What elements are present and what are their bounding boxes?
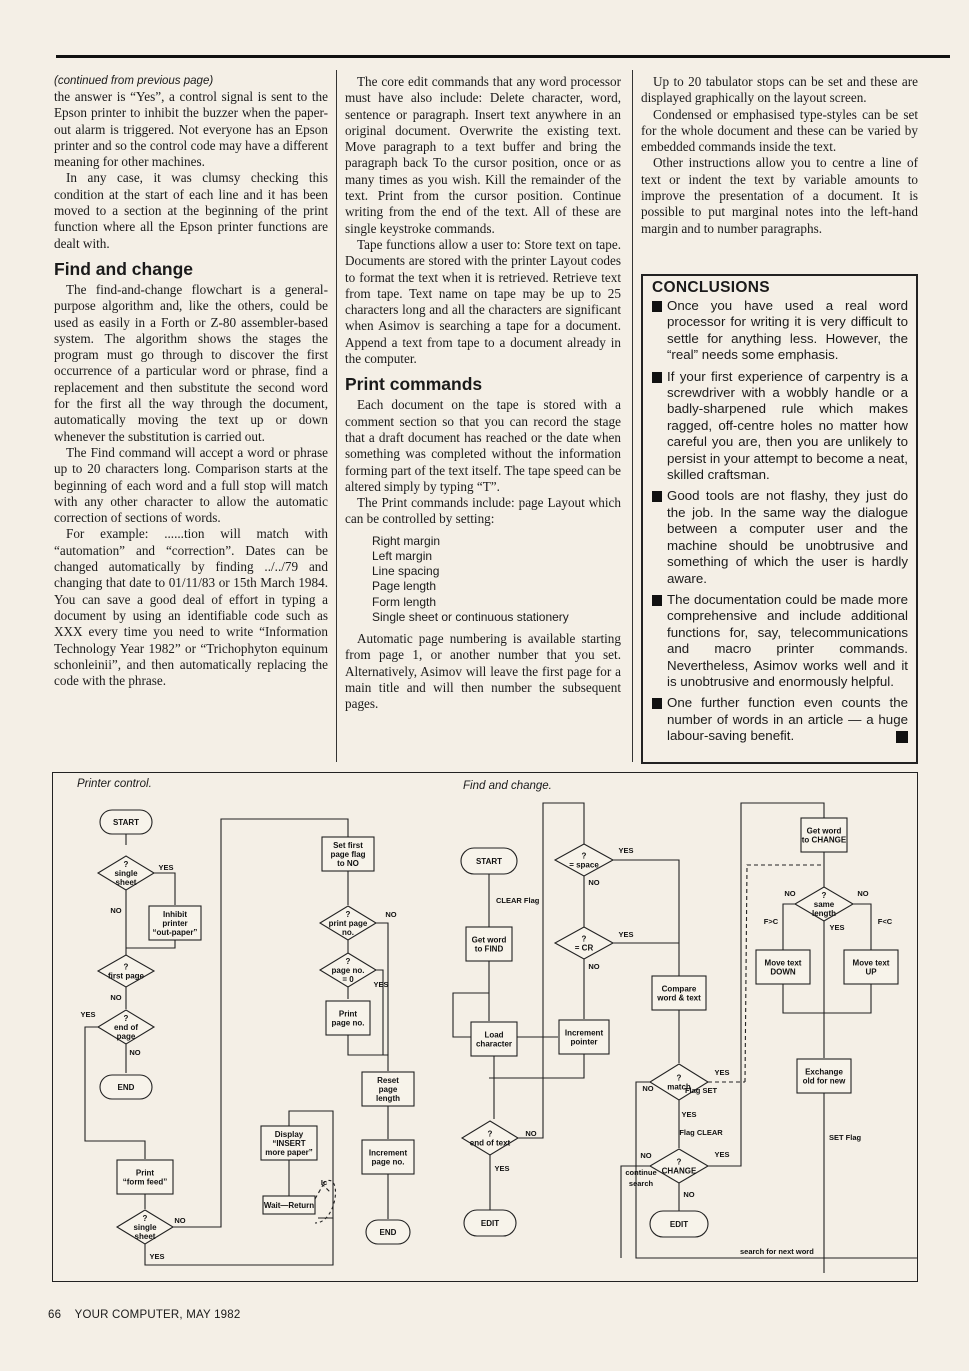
top-rule bbox=[56, 55, 950, 58]
page-number: 66 bbox=[48, 1309, 62, 1321]
search-next-word-label: search for next word bbox=[740, 1247, 814, 1256]
yes-label: YES bbox=[373, 980, 389, 989]
square-bullet-icon bbox=[652, 301, 662, 312]
display-insert-paper-box-text-line: “INSERT bbox=[272, 1139, 306, 1148]
article-column-2 bbox=[345, 74, 621, 712]
reset-page-length-box-text bbox=[376, 1076, 400, 1103]
flowchart-labels bbox=[80, 818, 892, 1261]
set-flag-label: SET Flag bbox=[829, 1133, 862, 1142]
f-greater-c-label: F>C bbox=[763, 917, 779, 926]
connector bbox=[173, 819, 348, 1227]
same-length-decision-text-line: same bbox=[813, 900, 835, 909]
page-no-zero-decision-text-line: ? bbox=[345, 957, 351, 966]
paragraph: The core edit commands that any word processor must have also include: Delete character, word, sentence or paragraph. Insert text anywhere in an original document. Overwrite the existing text. Move paragraph to a text buffer and bring the paragraph back To the cursor position, once or as many times as you wish. Kill the remainder of the text. Print from the cursor position. Continue writing from the end of the text. All of these are single keystroke commands. bbox=[345, 74, 621, 236]
caption-find-and-change: Find and change. bbox=[463, 780, 552, 792]
set-first-page-box-text-line: Set first bbox=[333, 841, 363, 850]
yes-label: YES bbox=[714, 1068, 730, 1077]
match-decision-text-line: match bbox=[667, 1082, 691, 1092]
square-bullet-icon bbox=[652, 372, 662, 383]
column-divider bbox=[336, 70, 337, 762]
yes-label: YES bbox=[618, 930, 634, 939]
no-label: NO bbox=[110, 906, 122, 915]
no-label: NO bbox=[683, 1190, 695, 1199]
printer-end-terminal-2-text-line: END bbox=[379, 1228, 397, 1237]
display-insert-paper-box-text-line: more paper” bbox=[265, 1148, 313, 1157]
no-label: NO bbox=[129, 1048, 141, 1057]
reset-page-length-box-text-line: length bbox=[376, 1094, 400, 1103]
find-edit-terminal-text bbox=[481, 1219, 499, 1228]
no-label: NO bbox=[110, 993, 122, 1002]
page-footer bbox=[48, 1309, 240, 1321]
paragraph: The Print commands include: page Layout which can be controlled by setting: bbox=[345, 495, 621, 527]
square-bullet-icon bbox=[652, 595, 662, 606]
conclusions-box bbox=[641, 274, 918, 764]
list-item: Page length bbox=[372, 579, 437, 594]
list-item: Left margin bbox=[372, 548, 433, 563]
paragraph: The Find command will accept a word or phrase up to 20 characters long. Comparison starts at the beginning of each word and a full stop will match with any other character to allow the automatic correction of sections of words. bbox=[54, 444, 328, 526]
compare-word-text-box-text-line: Compare bbox=[661, 984, 697, 994]
page-no-zero-decision-text-line: page no. bbox=[331, 966, 365, 975]
move-text-up-box-text-line: Move text bbox=[852, 958, 890, 968]
f-less-c-label: F<C bbox=[877, 917, 893, 926]
printer-start-terminal-text-line: START bbox=[112, 818, 140, 827]
page-no-zero-decision-text-line: = 0 bbox=[342, 975, 354, 984]
conclusion-text: If your first experience of carpentry is a screwdriver with a wobbly handle or a badly-sharpened rule which makes ragged, off-centre holes no matter how careful you are, then you are unlikely to persist in your attempt to become a neat, skilled craftsman. bbox=[667, 368, 908, 483]
yes-label: YES bbox=[158, 863, 174, 872]
continued-note: (continued from previous page) bbox=[54, 75, 214, 87]
continue-label: continue bbox=[625, 1168, 657, 1177]
paragraph: the answer is “Yes”, a control signal is sent to the Epson printer to inhibit the buzzer when the paper-out alarm is triggered. Not everyone has an Epson printer and so the control code may have a different meaning for other machines. bbox=[54, 89, 328, 170]
print-page-no-decision-text-line: ? bbox=[345, 910, 351, 919]
list-item: Single sheet or continuous stationery bbox=[372, 609, 569, 624]
no-label: NO bbox=[385, 910, 397, 919]
no-label: NO bbox=[588, 878, 600, 887]
connector bbox=[154, 873, 175, 905]
same-length-decision-text-line: ? bbox=[821, 891, 827, 900]
layout-settings-list bbox=[345, 534, 621, 625]
get-word-find-box-text-line: Get word bbox=[471, 935, 507, 945]
flag-set-label: Flag SET bbox=[684, 1086, 718, 1095]
no-label: NO bbox=[525, 1129, 537, 1138]
cr-decision-text-line: ? bbox=[581, 934, 587, 944]
list-item: Right margin bbox=[372, 533, 441, 548]
single-sheet-decision-2-text-line: single bbox=[133, 1223, 157, 1232]
cr-decision-text-line: = CR bbox=[574, 943, 594, 953]
connector bbox=[783, 904, 795, 950]
single-sheet-decision-2-text-line: sheet bbox=[134, 1232, 156, 1241]
list-item: Form length bbox=[372, 594, 437, 609]
paragraph: Automatic page numbering is available starting from page 1, or another number that you set. Alternatively, Asimov will leave the first page for a main title and will then number the subsequent pages. bbox=[345, 630, 621, 712]
single-sheet-decision-2-text-line: ? bbox=[142, 1214, 148, 1223]
clear-flag-label: CLEAR Flag bbox=[496, 896, 540, 905]
conclusion-item bbox=[652, 488, 908, 586]
compare-word-text-box-text-line: word & text bbox=[657, 993, 701, 1003]
increment-page-no-box-text-line: Increment bbox=[368, 1148, 408, 1158]
increment-pointer-box-text-line: Increment bbox=[564, 1028, 604, 1038]
conclusion-item bbox=[652, 369, 908, 484]
print-page-no-box-text-line: page no. bbox=[331, 1018, 365, 1028]
end-of-text-decision-text-line: end of text bbox=[469, 1138, 511, 1148]
find-edit-terminal-2-text-line: EDIT bbox=[669, 1220, 689, 1229]
set-first-page-box-text-line: page flag bbox=[330, 850, 366, 859]
first-page-decision-text-line: first page bbox=[107, 971, 145, 981]
no-label: NO bbox=[642, 1084, 654, 1093]
end-of-page-decision-text-line: page bbox=[116, 1032, 136, 1041]
move-text-down-box-text-line: DOWN bbox=[770, 967, 796, 977]
increment-page-no-box-text-line: page no. bbox=[371, 1157, 405, 1167]
connector bbox=[853, 904, 871, 950]
magazine-issue: YOUR COMPUTER, MAY 1982 bbox=[74, 1309, 241, 1321]
wait-return-box-text bbox=[264, 1201, 314, 1210]
print-page-no-decision-text-line: print page bbox=[328, 919, 368, 928]
yes-label: YES bbox=[149, 1252, 165, 1261]
exchange-old-for-new-box-text-line: old for new bbox=[802, 1076, 846, 1086]
no-label: NO bbox=[784, 889, 796, 898]
conclusion-item bbox=[652, 592, 908, 690]
exchange-old-for-new-box-text bbox=[803, 1068, 846, 1086]
paragraph: The find-and-change flowchart is a general-purpose algorithm and, like the others, could be used as easily in a Forth or Z-80 assembler-based system. The algorithm shows the stages the program must go through to discover the first occurrence of a particular word or phrase, find a replacement and then substitute the second word for the first all the way through the document, automatically moving the text up or down whenever the substitution is carried out. bbox=[54, 281, 328, 444]
flag-clear-label: Flag CLEAR bbox=[679, 1128, 723, 1137]
find-start-terminal-text-line: START bbox=[475, 857, 503, 866]
conclusion-text: One further function even counts the number of words in an article — a huge labour-saving benefit. bbox=[667, 695, 908, 744]
printer-end-terminal-text-line: END bbox=[117, 1083, 135, 1092]
print-form-feed-box-text-line: Print bbox=[135, 1168, 155, 1178]
change-decision-text-line: ? bbox=[676, 1157, 682, 1167]
conclusion-item bbox=[652, 298, 908, 364]
caption-printer-control: Printer control. bbox=[77, 778, 152, 790]
conclusion-text: Once you have used a real word processor for writing it is very difficult to settle for anything less. However, the “real” needs some emphasis. bbox=[667, 298, 908, 363]
yes-label: YES bbox=[494, 1164, 510, 1173]
no-label: NO bbox=[640, 1151, 652, 1160]
no-label: NO bbox=[174, 1216, 186, 1225]
end-mark-icon bbox=[896, 731, 908, 743]
paragraph: Tape functions allow a user to: Store text on tape. Documents are stored with the printer Layout codes to format the text when it is retrieved. Retrieve text from tape. Text name on tape may be up to 25 characters long and all the characters are significant when Asimov is searching a tape for a document. Append a text from tape to a document already in the computer. bbox=[345, 236, 621, 367]
find-edit-terminal-2-text bbox=[670, 1220, 688, 1229]
printer-end-terminal-text bbox=[118, 1083, 135, 1092]
column-divider bbox=[632, 70, 633, 762]
yes-label: YES bbox=[714, 1150, 730, 1159]
reset-page-length-box-text-line: Reset bbox=[377, 1076, 399, 1085]
connector bbox=[613, 860, 679, 976]
move-text-up-box-text-line: UP bbox=[865, 967, 877, 977]
match-decision-text-line: ? bbox=[676, 1073, 682, 1083]
print-form-feed-box-text-line: “form feed” bbox=[122, 1177, 168, 1187]
space-decision-text-line: = space bbox=[569, 860, 599, 870]
printer-end-terminal-2-text bbox=[380, 1228, 397, 1237]
get-word-change-box-text-line: to CHANGE bbox=[801, 835, 847, 845]
find-start-terminal-text bbox=[476, 857, 502, 866]
connector bbox=[348, 1035, 388, 1071]
exchange-old-for-new-box-text-line: Exchange bbox=[805, 1067, 843, 1077]
get-word-change-box-text bbox=[802, 827, 847, 845]
paragraph: In any case, it was clumsy checking this condition at the start of each line and it has been moved to a section at the beginning of the print function where all the Epson printer functions are dealt with. bbox=[54, 170, 328, 251]
flowchart-figure bbox=[52, 772, 918, 1282]
compare-word-text-box-text bbox=[656, 985, 701, 1003]
conclusions-title: CONCLUSIONS bbox=[652, 279, 770, 296]
increment-pointer-box-text-line: pointer bbox=[570, 1037, 598, 1047]
single-sheet-decision-text-line: ? bbox=[123, 860, 129, 869]
section-heading: Find and change bbox=[54, 258, 194, 279]
article-column-1 bbox=[54, 74, 328, 689]
end-of-text-decision-text-line: ? bbox=[487, 1129, 493, 1139]
move-text-down-box-text-line: Move text bbox=[764, 958, 802, 968]
same-length-decision-text-line: length bbox=[812, 909, 836, 918]
reset-page-length-box-text-line: page bbox=[378, 1085, 398, 1094]
ic-label: Ic bbox=[320, 1178, 328, 1187]
square-bullet-icon bbox=[652, 698, 662, 709]
yes-label: YES bbox=[681, 1110, 697, 1119]
connector bbox=[376, 923, 388, 1055]
no-label: NO bbox=[588, 962, 600, 971]
paragraph: For example: ......tion will match with “automation” and “correction”. Dates can be changed automatically by finding ../../79 and changing that date to 01/11/83 or 15th March 1984. You can save a good deal of effort in typing a document by using an identifiable code such as XXX every time you need to write “Information Technology Year 1982” or “Trichophyton equinum schonleinii”, and then automatically replacing the code with the phrase. bbox=[54, 526, 328, 689]
conclusion-item bbox=[652, 695, 908, 744]
article-column-3 bbox=[641, 74, 918, 237]
yes-label: YES bbox=[829, 923, 845, 932]
connector bbox=[315, 1185, 331, 1199]
get-word-find-box-text bbox=[472, 936, 507, 954]
no-label: NO bbox=[857, 889, 869, 898]
first-page-decision-text-line: ? bbox=[123, 962, 129, 972]
connector bbox=[489, 1054, 584, 1078]
inhibit-printer-box-text-line: printer bbox=[162, 919, 188, 928]
increment-page-no-box-text bbox=[369, 1149, 408, 1167]
list-item: Line spacing bbox=[372, 564, 440, 579]
find-edit-terminal-text-line: EDIT bbox=[480, 1219, 500, 1228]
get-word-find-box-text-line: to FIND bbox=[474, 944, 504, 954]
flowchart-diagram bbox=[53, 773, 919, 1283]
display-insert-paper-box-text-line: Display bbox=[274, 1130, 304, 1139]
paragraph: Each document on the tape is stored with a comment section so that you can record the stage that a draft document has reached or the date when something was completed without the information forming part of the text itself. The tape speed can be altered simply by typing “T”. bbox=[345, 397, 621, 494]
conclusion-text: The documentation could be made more comprehensive and include additional functions for, say, telecommunications and macro printer commands. Nevertheless, Asimov works well and it is unobtrusive and enormously helpful. bbox=[667, 591, 908, 689]
square-bullet-icon bbox=[652, 491, 662, 502]
single-sheet-decision-text-line: single bbox=[114, 869, 138, 878]
connector bbox=[145, 1218, 333, 1265]
print-page-no-decision-text-line: no. bbox=[342, 928, 354, 937]
wait-return-box-text-line: Wait—Return bbox=[263, 1201, 315, 1210]
search-label: search bbox=[628, 1179, 654, 1188]
connector bbox=[126, 940, 175, 948]
paragraph: Condensed or emphasised type-styles can be set for the whole document and these can be varied by embedded commands inside the text. bbox=[641, 106, 918, 155]
single-sheet-decision-text-line: sheet bbox=[115, 878, 137, 887]
inhibit-printer-box-text-line: “out-paper” bbox=[152, 928, 198, 937]
flowchart-shapes bbox=[98, 810, 898, 1244]
get-word-change-box-text-line: Get word bbox=[806, 826, 842, 836]
change-decision-text-line: CHANGE bbox=[661, 1166, 697, 1176]
print-page-no-box-text-line: Print bbox=[338, 1009, 358, 1019]
end-of-page-decision-text-line: ? bbox=[123, 1014, 129, 1023]
paragraph: Up to 20 tabulator stops can be set and these are displayed graphically on the layout screen. bbox=[641, 74, 918, 106]
conclusion-text: Good tools are not flashy, they just do the job. In the same way the dialogue between a computer user and the machine should be unobtrusive and something of which the user is hardly aware. bbox=[667, 488, 908, 586]
load-character-box-text-line: Load bbox=[484, 1030, 504, 1040]
set-first-page-box-text-line: to NO bbox=[337, 859, 359, 868]
space-decision-text-line: ? bbox=[581, 851, 587, 861]
inhibit-printer-box-text-line: Inhibit bbox=[163, 910, 187, 919]
paragraph: Other instructions allow you to centre a line of text or indent the text by variable amounts to improve the presentation of a document. It is possible to put marginal notes into the left-hand margin and to number paragraphs. bbox=[641, 155, 918, 236]
yes-label: YES bbox=[80, 1010, 96, 1019]
yes-label: YES bbox=[618, 846, 634, 855]
section-heading: Print commands bbox=[345, 374, 483, 395]
connector bbox=[783, 984, 871, 1013]
load-character-box-text-line: character bbox=[475, 1039, 513, 1049]
end-of-page-decision-text-line: end of bbox=[114, 1023, 138, 1032]
printer-start-terminal-text bbox=[113, 818, 139, 827]
